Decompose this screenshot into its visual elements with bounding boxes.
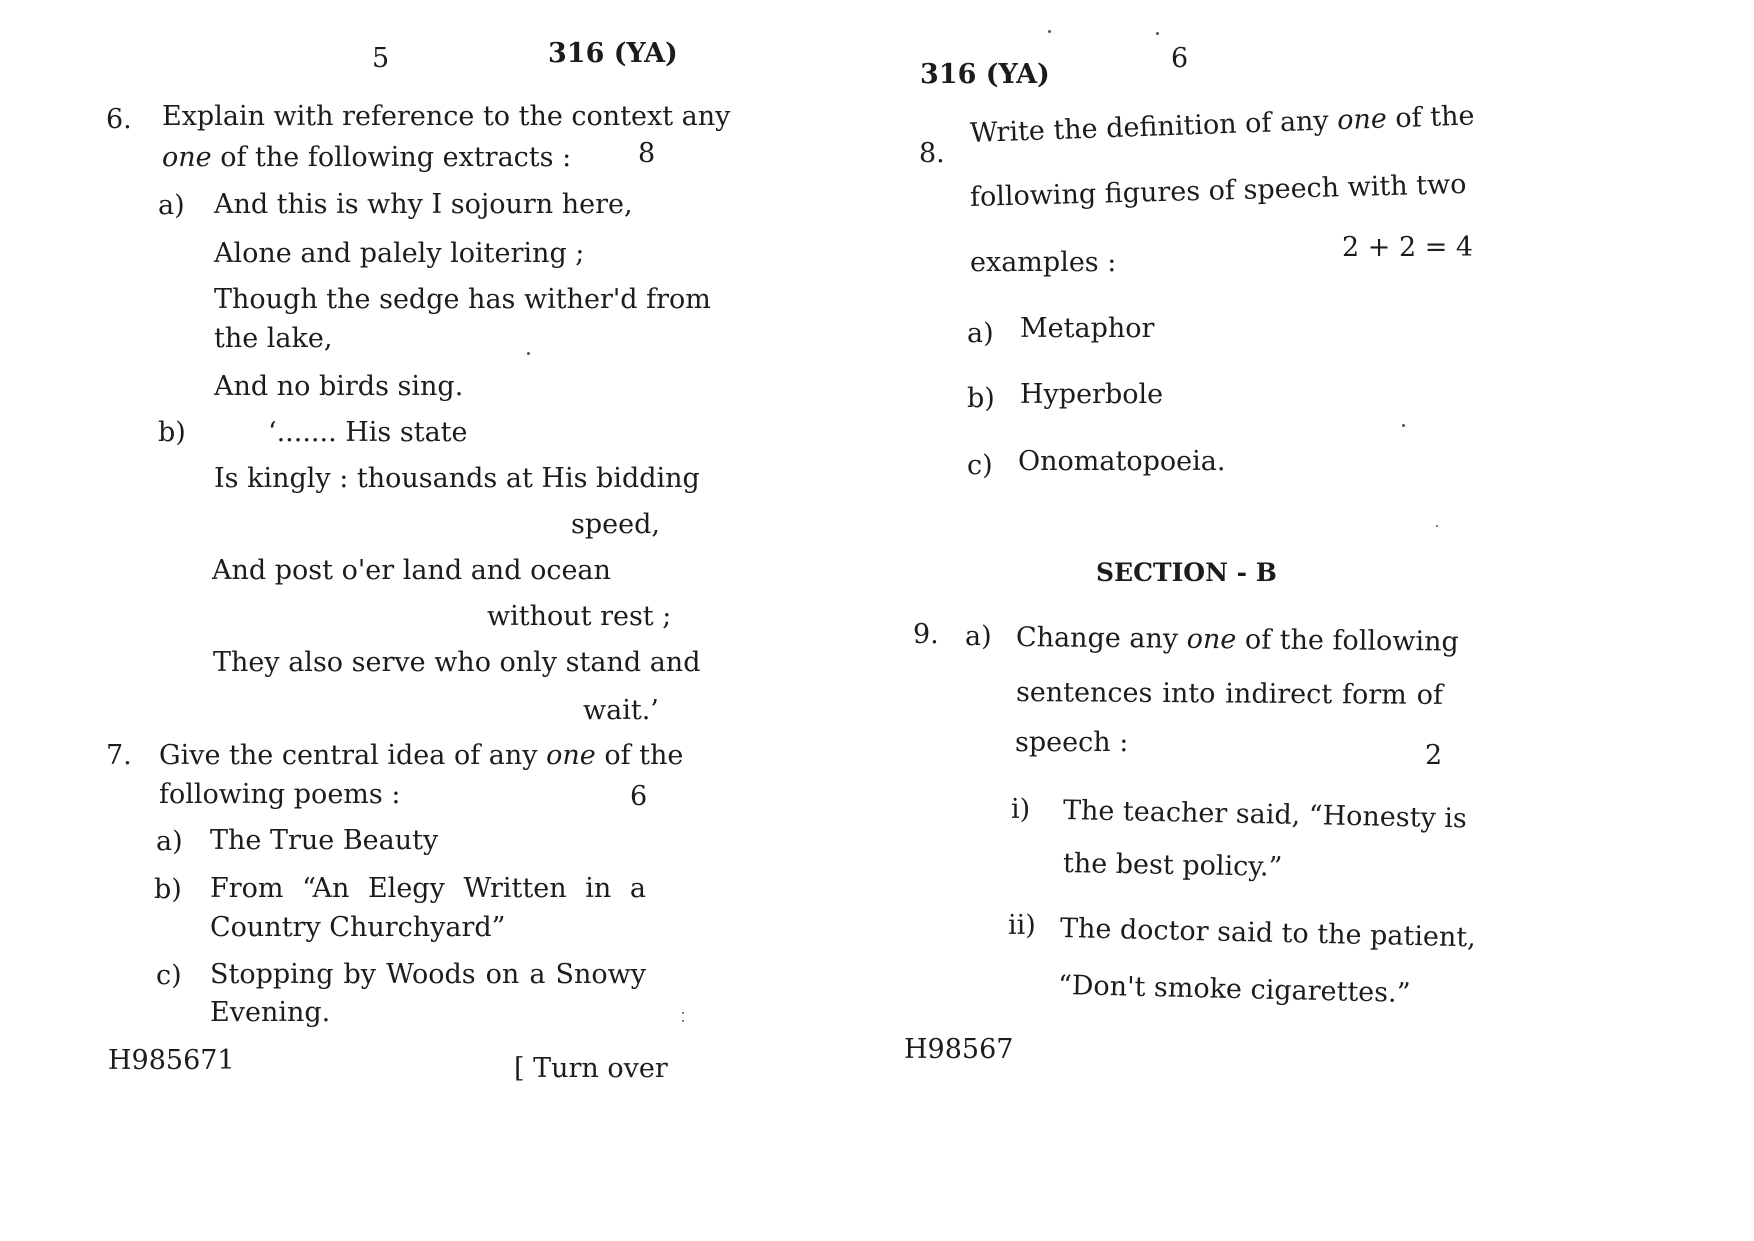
extract-line: Alone and palely loitering ; — [214, 238, 585, 269]
poem-title: From “An Elegy Written in a — [210, 873, 646, 904]
question-text-line: examples : — [970, 247, 1117, 278]
option-label: b) — [158, 417, 186, 448]
extract-line: the lake, — [214, 323, 333, 354]
option-label: c) — [156, 960, 182, 991]
marks: 8 — [638, 138, 656, 169]
question-text-line — [1015, 622, 1459, 659]
sub-part-label: i) — [1011, 794, 1031, 825]
marks: 2 — [1425, 740, 1443, 771]
poem-title: Evening. — [210, 997, 331, 1028]
text: Give the central idea of any — [159, 740, 547, 771]
emphasis: one — [162, 142, 212, 173]
footer-code: H985671 — [108, 1045, 235, 1076]
sentence-line: The teacher said, “Honesty is — [1062, 795, 1468, 835]
poem-title: Stopping by Woods on a Snowy — [210, 959, 646, 990]
question-number: 8. — [919, 138, 945, 169]
option-label: c) — [967, 450, 993, 481]
extract-line: And no birds sing. — [214, 371, 464, 402]
page-number: 6 — [1171, 43, 1189, 74]
scan-speck — [1436, 525, 1438, 527]
section-heading: SECTION - B — [1096, 558, 1277, 587]
figure-of-speech: Onomatopoeia. — [1018, 446, 1226, 477]
extract-line: And this is why I sojourn here, — [214, 189, 633, 220]
extract-line: And post o'er land and ocean — [212, 555, 611, 586]
marks: 2 + 2 = 4 — [1342, 232, 1474, 263]
text: Write the definition of any — [969, 105, 1338, 149]
extract-line: They also serve who only stand and — [213, 647, 701, 678]
text: of the — [595, 740, 684, 771]
sentence-line: The doctor said to the patient, — [1059, 913, 1477, 954]
question-text-line — [162, 142, 571, 174]
text: of the following extracts : — [211, 142, 572, 173]
question-text-line: Explain with reference to the context any — [162, 101, 731, 132]
emphasis: one — [546, 740, 596, 771]
question-number: 6. — [106, 104, 132, 135]
option-label: a) — [158, 190, 185, 221]
extract-line: Though the sedge has wither'd from — [214, 284, 711, 315]
emphasis: one — [1186, 623, 1237, 656]
turn-over: [ Turn over — [514, 1053, 668, 1084]
text: of the — [1386, 100, 1475, 135]
poem-title: The True Beauty — [210, 825, 439, 856]
question-number: 7. — [106, 740, 132, 771]
question-number: 9. — [913, 619, 939, 650]
question-text-line: following poems : — [159, 779, 401, 810]
question-text-line — [159, 740, 683, 772]
option-label: a) — [967, 318, 994, 349]
poem-title: Country Churchyard” — [210, 912, 506, 943]
paper-code: 316 (YA) — [920, 59, 1050, 90]
scan-speck — [682, 1012, 684, 1014]
part-label: a) — [965, 621, 992, 652]
emphasis: one — [1336, 103, 1388, 137]
scan-speck — [1402, 424, 1405, 427]
extract-line: Is kingly : thousands at His bidding — [214, 463, 700, 494]
question-text-line: following figures of speech with two — [969, 169, 1467, 213]
sentence-line: “Don't smoke cigarettes.” — [1057, 970, 1411, 1009]
sentence-line: the best policy.” — [1062, 848, 1283, 883]
figure-of-speech: Metaphor — [1020, 313, 1155, 344]
scan-speck — [1048, 30, 1051, 33]
footer-code: H98567 — [904, 1034, 1014, 1065]
figure-of-speech: Hyperbole — [1020, 379, 1164, 410]
question-text-line: sentences into indirect form of — [1015, 677, 1444, 711]
page-number: 5 — [372, 43, 390, 74]
extract-line: without rest ; — [487, 601, 672, 632]
extract-line: ‘....... His state — [268, 417, 468, 448]
question-text-line: speech : — [1015, 727, 1129, 758]
scan-speck — [682, 1020, 684, 1022]
option-label: a) — [156, 826, 183, 857]
text: of the following — [1236, 624, 1459, 658]
option-label: b) — [154, 874, 182, 905]
scan-speck — [527, 352, 530, 355]
sub-part-label: ii) — [1008, 910, 1036, 941]
option-label: b) — [967, 383, 995, 414]
extract-line: speed, — [571, 509, 660, 540]
paper-code: 316 (YA) — [548, 38, 678, 69]
marks: 6 — [630, 781, 648, 812]
question-text-line — [969, 100, 1475, 150]
right-page — [877, 0, 1754, 1241]
scan-speck — [1156, 32, 1159, 35]
text: Change any — [1015, 622, 1187, 655]
extract-line: wait.’ — [583, 695, 659, 726]
